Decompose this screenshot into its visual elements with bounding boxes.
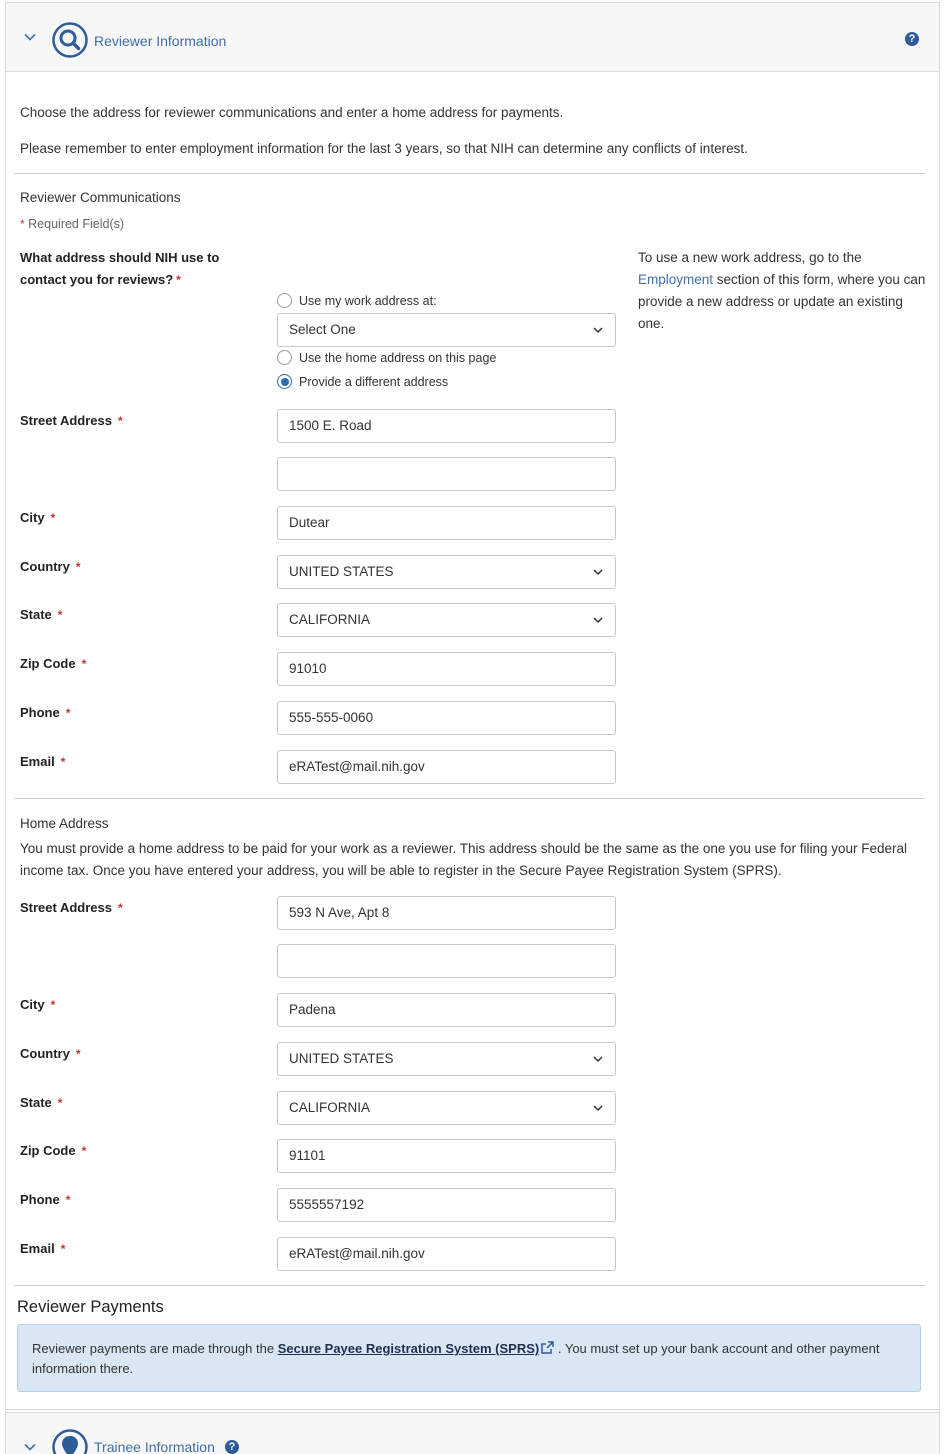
radio-home-label: Use the home address on this page bbox=[299, 350, 497, 365]
required-star-icon: * bbox=[50, 998, 56, 1012]
comm-city-input[interactable]: Dutear bbox=[277, 506, 616, 540]
comm-street-input-2[interactable] bbox=[277, 457, 616, 491]
home-phone-label: Phone * bbox=[20, 1192, 71, 1207]
trainee-section-title: Trainee Information bbox=[94, 1439, 215, 1454]
sprs-link[interactable]: Secure Payee Registration System (SPRS) bbox=[277, 1341, 540, 1356]
required-fields-note: * Required Field(s) bbox=[20, 217, 125, 231]
chevron-down-icon bbox=[593, 1104, 603, 1112]
comm-country-label: Country * bbox=[20, 559, 81, 574]
required-star-icon: * bbox=[81, 657, 87, 671]
radio-button[interactable] bbox=[277, 293, 292, 308]
required-star-icon: * bbox=[176, 273, 181, 287]
payments-info-alert: Reviewer payments are made through the Secure Payee Registration System (SPRS) . You must set up your bank account and other payment information there. bbox=[17, 1324, 921, 1392]
comm-city-label: City * bbox=[20, 510, 56, 525]
address-question: contact you for reviews? * bbox=[20, 272, 181, 287]
home-state-label: State * bbox=[20, 1095, 63, 1110]
help-icon[interactable]: ? bbox=[905, 32, 919, 46]
required-star-icon: * bbox=[60, 755, 66, 769]
home-address-description: You must provide a home address to be paid for your work as a reviewer. This address should be the same as the one you use for filing your Federal income tax. Once you have entered your address, you will be able to register in the Secure Payee Registration System (SPRS). bbox=[20, 841, 907, 878]
divider bbox=[14, 1285, 925, 1286]
work-address-note: To use a new work address, go to the Employment section of this form, where you can provide a new address or update an existing one. bbox=[638, 250, 926, 331]
address-question-line-1: What address should NIH use to bbox=[20, 250, 220, 265]
comm-street-label: Street Address * bbox=[20, 413, 123, 428]
radio-button[interactable] bbox=[277, 350, 292, 365]
home-zip-label: Zip Code * bbox=[20, 1143, 87, 1158]
comm-phone-label: Phone * bbox=[20, 705, 71, 720]
chevron-down-icon bbox=[593, 1055, 603, 1063]
home-state-select[interactable] bbox=[277, 1091, 616, 1125]
required-star-icon: * bbox=[75, 560, 81, 574]
comm-state-label: State * bbox=[20, 607, 63, 622]
required-star-icon: * bbox=[60, 1242, 66, 1256]
required-star-icon: * bbox=[65, 706, 71, 720]
home-street-input-1[interactable]: 593 N Ave, Apt 8 bbox=[277, 896, 616, 930]
radio-work-label: Use my work address at: bbox=[299, 293, 437, 308]
reviewer-communications-heading: Reviewer Communications bbox=[20, 190, 181, 205]
home-address-heading: Home Address bbox=[20, 816, 109, 831]
required-star-icon: * bbox=[75, 1047, 81, 1061]
required-star-icon: * bbox=[57, 1096, 63, 1110]
home-email-label: Email * bbox=[20, 1241, 66, 1256]
home-state-value: CALIFORNIA bbox=[289, 1100, 371, 1115]
trainee-information-panel[interactable] bbox=[5, 1412, 940, 1454]
employment-link[interactable]: Employment bbox=[638, 272, 714, 287]
radio-button-selected[interactable] bbox=[277, 374, 292, 389]
intro-line-2: Please remember to enter employment information for the last 3 years, so that NIH can determine any conflicts of interest. bbox=[20, 141, 748, 156]
home-street-label: Street Address * bbox=[20, 900, 123, 915]
home-country-select[interactable] bbox=[277, 1042, 616, 1076]
divider bbox=[14, 173, 925, 174]
home-zip-input[interactable]: 91101 bbox=[277, 1139, 616, 1173]
chevron-down-icon[interactable] bbox=[24, 1441, 36, 1453]
home-phone-input[interactable]: 5555557192 bbox=[277, 1188, 616, 1222]
chevron-down-icon[interactable] bbox=[24, 31, 36, 43]
chevron-down-icon bbox=[593, 326, 603, 334]
required-star-icon: * bbox=[118, 901, 123, 915]
help-icon[interactable]: ? bbox=[225, 1440, 239, 1454]
comm-phone-input[interactable]: 555-555-0060 bbox=[277, 701, 616, 735]
comm-state-value: CALIFORNIA bbox=[289, 612, 371, 627]
work-address-select-value: Select One bbox=[289, 322, 356, 337]
home-street-input-2[interactable] bbox=[277, 944, 616, 978]
home-email-input[interactable]: eRATest@mail.nih.gov bbox=[277, 1237, 616, 1271]
intro-line-1: Choose the address for reviewer communications and enter a home address for payments. bbox=[20, 105, 564, 120]
radio-home-address[interactable] bbox=[277, 350, 496, 365]
chevron-down-icon bbox=[593, 568, 603, 576]
comm-country-value: UNITED STATES bbox=[289, 564, 394, 579]
comm-street-input-1[interactable]: 1500 E. Road bbox=[277, 409, 616, 443]
work-address-select[interactable] bbox=[277, 313, 616, 347]
comm-state-select[interactable] bbox=[277, 603, 616, 637]
comm-zip-label: Zip Code * bbox=[20, 656, 87, 671]
comm-email-input[interactable]: eRATest@mail.nih.gov bbox=[277, 750, 616, 784]
reviewer-payments-heading: Reviewer Payments bbox=[17, 1298, 164, 1316]
home-country-value: UNITED STATES bbox=[289, 1051, 394, 1066]
required-star-icon: * bbox=[65, 1193, 71, 1207]
divider bbox=[14, 798, 925, 799]
radio-different-address[interactable] bbox=[277, 374, 448, 389]
required-star-icon: * bbox=[57, 608, 63, 622]
reviewer-information-header[interactable] bbox=[6, 3, 939, 72]
radio-different-label: Provide a different address bbox=[299, 374, 449, 389]
magnifier-icon bbox=[52, 22, 88, 58]
required-star-icon: * bbox=[118, 414, 123, 428]
comm-email-label: Email * bbox=[20, 754, 66, 769]
comm-zip-input[interactable]: 91010 bbox=[277, 652, 616, 686]
radio-work-address[interactable] bbox=[277, 293, 437, 308]
chevron-down-icon bbox=[593, 616, 603, 624]
home-country-label: Country * bbox=[20, 1046, 81, 1061]
required-star-icon: * bbox=[50, 511, 56, 525]
required-star-icon: * bbox=[20, 217, 25, 231]
home-city-label: City * bbox=[20, 997, 56, 1012]
comm-country-select[interactable] bbox=[277, 555, 616, 589]
section-title: Reviewer Information bbox=[94, 33, 227, 49]
home-city-input[interactable]: Padena bbox=[277, 993, 616, 1027]
required-star-icon: * bbox=[81, 1144, 87, 1158]
external-link-icon[interactable] bbox=[541, 1341, 554, 1354]
location-pin-icon bbox=[52, 1429, 88, 1454]
